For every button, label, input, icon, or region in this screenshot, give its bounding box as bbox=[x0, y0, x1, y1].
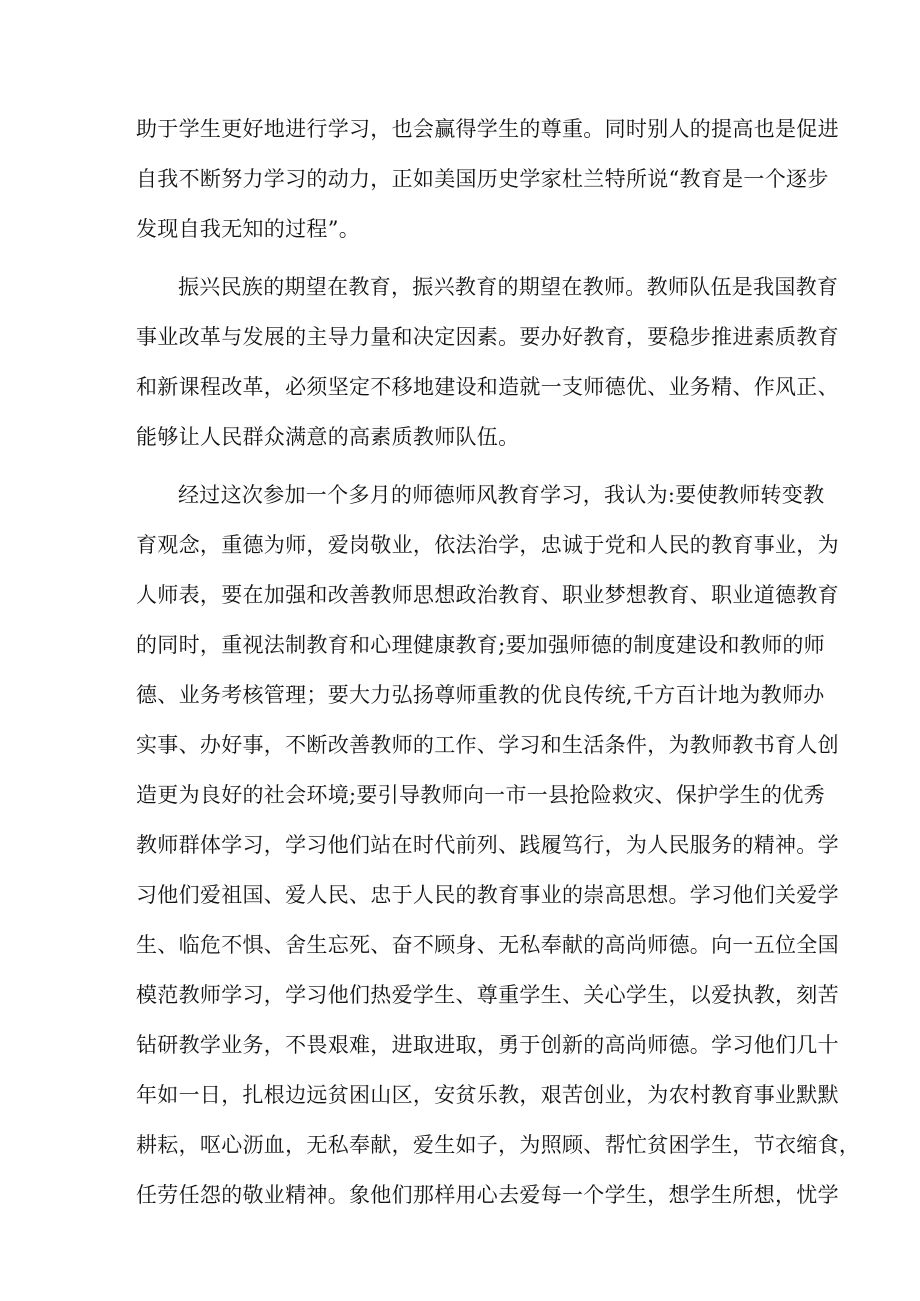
paragraph-3-line-9: 习他们爱祖国、爱人民、忠于人民的教育事业的崇高思想。学习他们关爱学 bbox=[136, 883, 839, 907]
paragraph-3-line-15: 任劳任怨的敬业精神。象他们那样用心去爱每一个学生，想学生所想，忧学 bbox=[136, 1183, 839, 1207]
paragraph-1-line-2: 自我不断努力学习的动力，正如美国历史学家杜兰特所说“教育是一个逐步 bbox=[136, 167, 829, 191]
paragraph-2-line-3: 和新课程改革，必须坚定不移地建设和造就一支师德优、业务精、作风正、 bbox=[136, 375, 839, 399]
paragraph-2-line-1: 振兴民族的期望在教育，振兴教育的期望在教师。教师队伍是我国教育 bbox=[178, 275, 839, 299]
paragraph-3-line-14: 耕耘，呕心沥血，无私奉献，爱生如子，为照顾、帮忙贫困学生，节衣缩食， bbox=[136, 1133, 861, 1157]
paragraph-2-line-4: 能够让人民群众满意的高素质教师队伍。 bbox=[136, 425, 520, 449]
paragraph-3-line-13: 年如一日，扎根边远贫困山区，安贫乐教，艰苦创业，为农村教育事业默默 bbox=[136, 1083, 839, 1107]
paragraph-3-line-11: 模范教师学习，学习他们热爱学生、尊重学生、关心学生，以爱执教，刻苦 bbox=[136, 983, 839, 1007]
paragraph-3-line-8: 教师群体学习，学习他们站在时代前列、践履笃行，为人民服务的精神。学 bbox=[136, 833, 839, 857]
paragraph-3-line-3: 人师表，要在加强和改善教师思想政治教育、职业梦想教育、职业道德教育 bbox=[136, 583, 839, 607]
paragraph-3-line-4: 的同时，重视法制教育和心理健康教育;要加强师德的制度建设和教师的师 bbox=[136, 633, 825, 657]
paragraph-3-line-6: 实事、办好事，不断改善教师的工作、学习和生活条件，为教师教书育人创 bbox=[136, 733, 839, 757]
paragraph-3-line-10: 生、临危不惧、舍生忘死、奋不顾身、无私奉献的高尚师德。向一五位全国 bbox=[136, 933, 839, 957]
paragraph-3-line-12: 钻研教学业务，不畏艰难，进取进取，勇于创新的高尚师德。学习他们几十 bbox=[136, 1033, 839, 1057]
paragraph-3-line-1: 经过这次参加一个多月的师德师风教育学习，我认为:要使教师转变教 bbox=[178, 483, 825, 507]
paragraph-3-line-7: 造更为良好的社会环境;要引导教师向一市一县抢险救灾、保护学生的优秀 bbox=[136, 783, 825, 807]
paragraph-1-line-1: 助于学生更好地进行学习，也会赢得学生的尊重。同时别人的提高也是促进 bbox=[136, 117, 839, 141]
paragraph-2-line-2: 事业改革与发展的主导力量和决定因素。要办好教育，要稳步推进素质教育 bbox=[136, 325, 839, 349]
paragraph-1-line-3: 发现自我无知的过程”。 bbox=[136, 217, 361, 241]
paragraph-3-line-2: 育观念，重德为师，爱岗敬业，依法治学，忠诚于党和人民的教育事业，为 bbox=[136, 533, 839, 557]
paragraph-3-line-5: 德、业务考核管理；要大力弘扬尊师重教的优良传统,千方百计地为教师办 bbox=[136, 683, 825, 707]
